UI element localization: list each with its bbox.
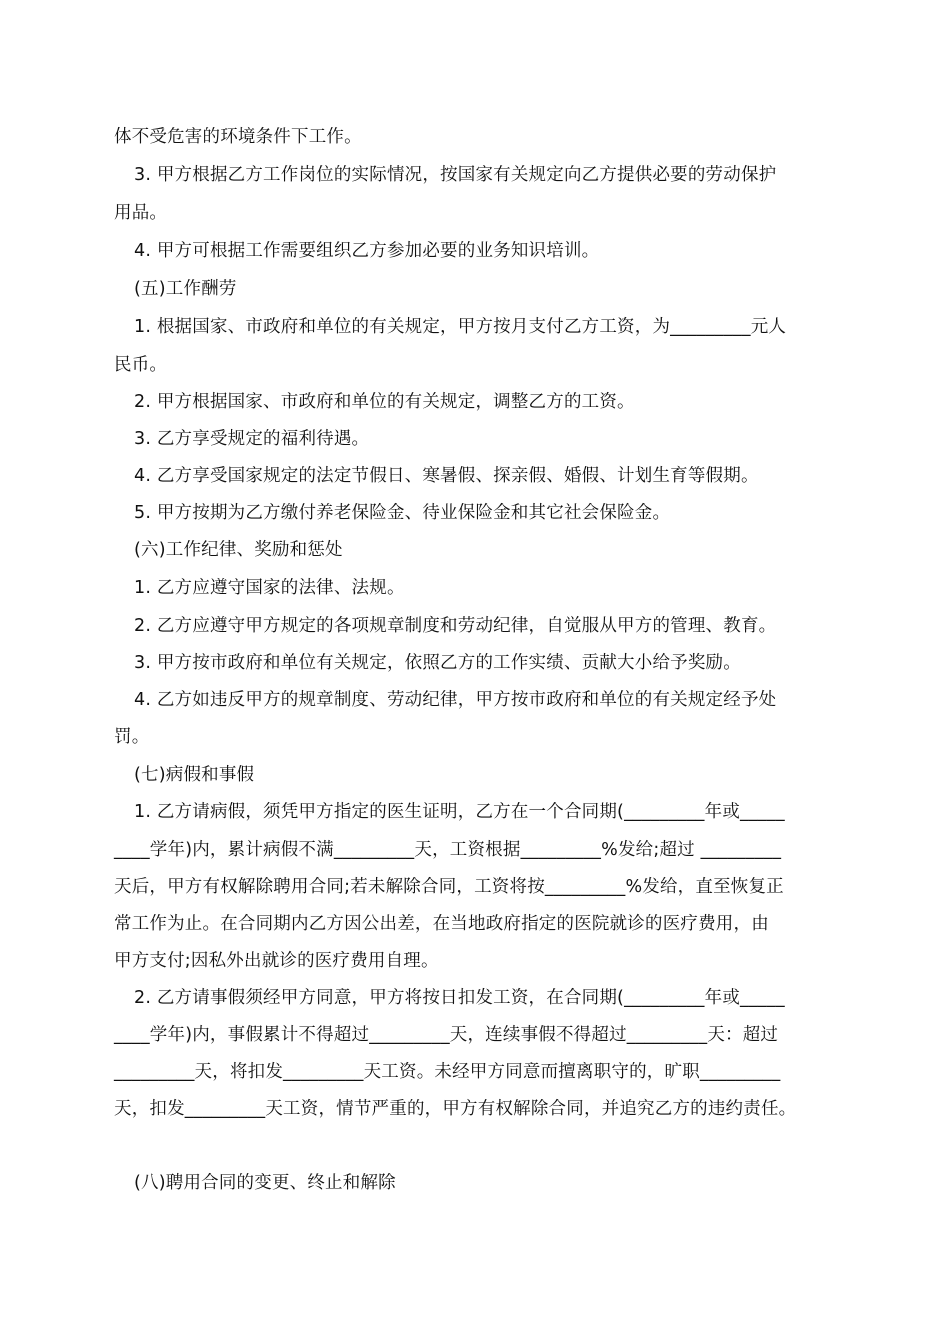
- clause-item: 4. 乙方享受国家规定的法定节假日、寒暑假、探亲假、婚假、计划生育等假期。: [134, 466, 759, 486]
- clause-item: 2. 乙方请事假须经甲方同意，甲方将按日扣发工资，在合同期(_________年或_____: [134, 988, 785, 1008]
- clause-item: 4. 乙方如违反甲方的规章制度、劳动纪律，甲方按市政府和单位的有关规定经予处: [134, 690, 777, 710]
- clause-item: 5. 甲方按期为乙方缴付养老保险金、待业保险金和其它社会保险金。: [134, 503, 671, 523]
- paragraph-line: 罚。: [114, 727, 150, 747]
- paragraph-line: 天后，甲方有权解除聘用合同;若未解除合同，工资将按_________%发给，直至恢复正: [114, 877, 784, 897]
- clause-item: 2. 甲方根据国家、市政府和单位的有关规定，调整乙方的工资。: [134, 392, 635, 412]
- paragraph-line: 甲方支付;因私外出就诊的医疗费用自理。: [114, 951, 439, 971]
- paragraph-line: ____学年)内，累计病假不满_________天，工资根据_________%发给;超过 _________: [114, 840, 782, 860]
- section-heading: (六)工作纪律、奖励和惩处: [134, 540, 343, 560]
- paragraph-line: 常工作为止。在合同期内乙方因公出差，在当地政府指定的医院就诊的医疗费用，由: [114, 914, 769, 934]
- clause-item: 1. 乙方请病假，须凭甲方指定的医生证明，乙方在一个合同期(_________年或_____: [134, 802, 785, 822]
- section-heading: (五)工作酬劳: [134, 279, 237, 299]
- paragraph-line: ____学年)内，事假累计不得超过_________天，连续事假不得超过_________天：超过: [114, 1025, 779, 1045]
- clause-item: 1. 根据国家、市政府和单位的有关规定，甲方按月支付乙方工资，为_________元人: [134, 317, 787, 337]
- clause-item: 3. 甲方根据乙方工作岗位的实际情况，按国家有关规定向乙方提供必要的劳动保护: [134, 165, 777, 185]
- section-heading: (七)病假和事假: [134, 765, 255, 785]
- clause-item: 3. 乙方享受规定的福利待遇。: [134, 429, 370, 449]
- clause-item: 2. 乙方应遵守甲方规定的各项规章制度和劳动纪律，自觉服从甲方的管理、教育。: [134, 616, 777, 636]
- paragraph-line: 用品。: [114, 203, 168, 223]
- clause-item: 1. 乙方应遵守国家的法律、法规。: [134, 578, 405, 598]
- clause-item: 4. 甲方可根据工作需要组织乙方参加必要的业务知识培训。: [134, 241, 600, 261]
- paragraph-line: 天，扣发_________天工资，情节严重的，甲方有权解除合同，并追究乙方的违约责任。: [114, 1099, 797, 1119]
- clause-item: 3. 甲方按市政府和单位有关规定，依照乙方的工作实绩、贡献大小给予奖励。: [134, 653, 741, 673]
- paragraph-line: 体不受危害的环境条件下工作。: [114, 127, 362, 147]
- paragraph-line: _________天，将扣发_________天工资。未经甲方同意而擅离职守的，旷职_________: [114, 1062, 781, 1082]
- section-heading: (八)聘用合同的变更、终止和解除: [134, 1173, 396, 1193]
- paragraph-line: 民币。: [114, 355, 168, 375]
